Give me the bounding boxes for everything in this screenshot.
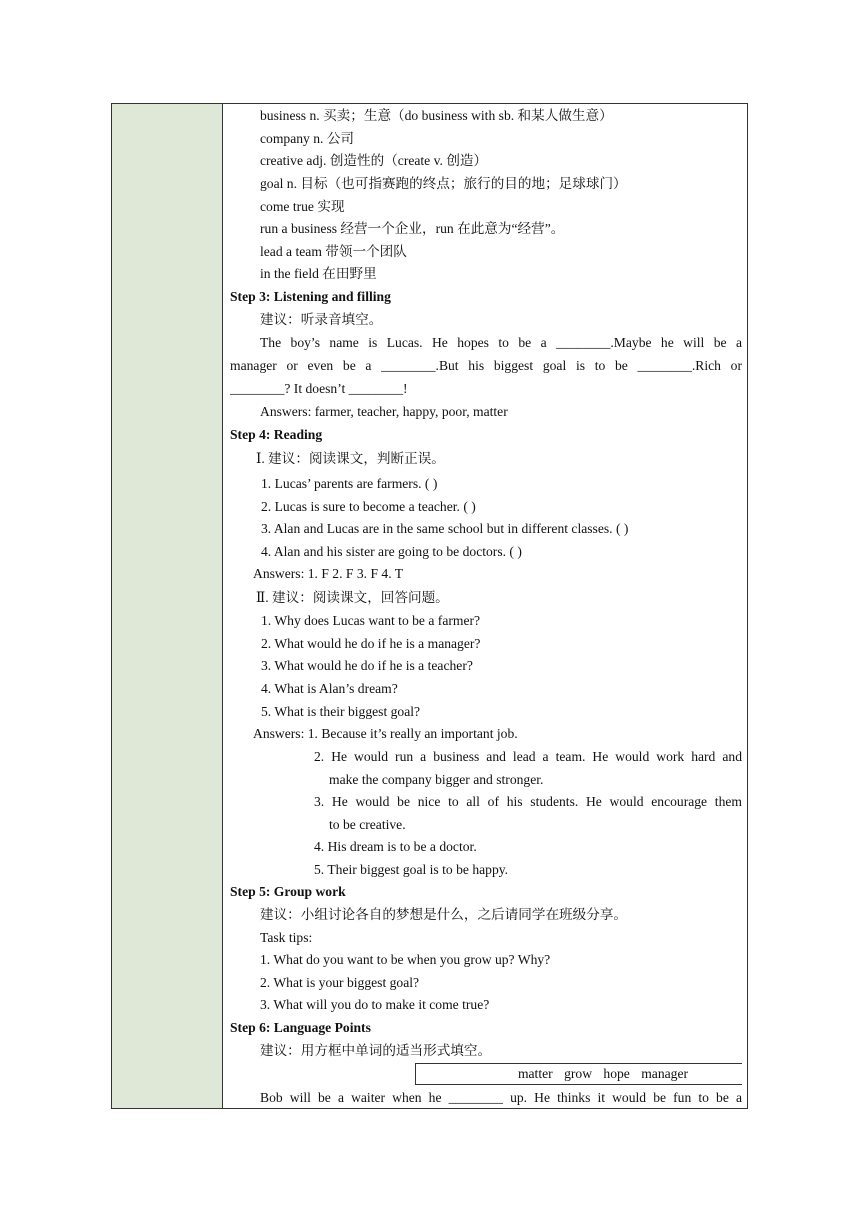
- answer-2-line-1: 2. He would run a business and lead a team. He would work hard and: [314, 749, 742, 764]
- step4-heading: Step 4: Reading: [230, 427, 323, 442]
- task-tip: 2. What is your biggest goal?: [260, 975, 420, 990]
- step3-para-line-3: ________? It doesn’t ________!: [230, 381, 408, 396]
- step4-part2-suggestion: Ⅱ. 建议：阅读课文，回答问题。: [256, 590, 449, 605]
- answer-3-line-2: to be creative.: [329, 817, 406, 832]
- lesson-table: [111, 103, 748, 1109]
- tf-item: 1. Lucas’ parents are farmers. ( ): [261, 476, 438, 491]
- task-tip: 3. What will you do to make it come true?: [260, 997, 490, 1012]
- step6-sentence: Bob will be a waiter when he ________ up. He thinks it would be fun to be a: [260, 1090, 742, 1105]
- word-box: matter grow hope manager: [415, 1063, 742, 1085]
- step6-heading: Step 6: Language Points: [230, 1020, 371, 1035]
- vocab-in-the-field: in the field 在田野里: [260, 266, 377, 281]
- vocab-creative: creative adj. 创造性的（create v. 创造）: [260, 153, 488, 168]
- vocab-goal: goal n. 目标（也可指赛跑的终点；旅行的目的地；足球球门）: [260, 176, 627, 191]
- table-content-cell: [230, 104, 742, 1108]
- tf-answers: Answers: 1. F 2. F 3. F 4. T: [253, 566, 404, 581]
- step6-suggestion: 建议：用方框中单词的适当形式填空。: [260, 1043, 492, 1058]
- task-tip: 1. What do you want to be when you grow up? Why?: [260, 952, 551, 967]
- answer-1: Answers: 1. Because it’s really an important job.: [253, 726, 518, 741]
- step3-para-line-2: manager or even be a ________.But his biggest goal is to be ________.Rich or: [230, 358, 742, 373]
- question-item: 1. Why does Lucas want to be a farmer?: [261, 613, 481, 628]
- question-item: 2. What would he do if he is a manager?: [261, 636, 481, 651]
- tf-item: 4. Alan and his sister are going to be doctors. ( ): [261, 544, 522, 559]
- step3-para-line-1: The boy’s name is Lucas. He hopes to be a ________.Maybe he will be a: [260, 335, 742, 350]
- question-item: 5. What is their biggest goal?: [261, 704, 421, 719]
- answer-4: 4. His dream is to be a doctor.: [314, 839, 477, 854]
- step4-part1-suggestion: Ⅰ. 建议：阅读课文，判断正误。: [256, 451, 445, 466]
- table-left-cell: [112, 104, 223, 1108]
- step3-heading: Step 3: Listening and filling: [230, 289, 391, 304]
- step3-answers: Answers: farmer, teacher, happy, poor, matter: [260, 404, 508, 419]
- step5-heading: Step 5: Group work: [230, 884, 346, 899]
- vocab-come-true: come true 实现: [260, 199, 345, 214]
- answer-3-line-1: 3. He would be nice to all of his students. He would encourage them: [314, 794, 742, 809]
- answer-5: 5. Their biggest goal is to be happy.: [314, 862, 509, 877]
- tf-item: 3. Alan and Lucas are in the same school but in different classes. ( ): [261, 521, 629, 536]
- vocab-run-a-business: run a business 经营一个企业，run 在此意为“经营”。: [260, 221, 565, 236]
- task-tips-label: Task tips:: [260, 930, 313, 945]
- question-item: 3. What would he do if he is a teacher?: [261, 658, 473, 673]
- vocab-lead-a-team: lead a team 带领一个团队: [260, 244, 407, 259]
- answer-2-line-2: make the company bigger and stronger.: [329, 772, 544, 787]
- step3-suggestion: 建议：听录音填空。: [260, 312, 383, 327]
- step5-suggestion: 建议：小组讨论各自的梦想是什么，之后请同学在班级分享。: [260, 907, 628, 922]
- vocab-business: business n. 买卖；生意（do business with sb. 和某人做生意）: [260, 108, 613, 123]
- vocab-company: company n. 公司: [260, 131, 355, 146]
- tf-item: 2. Lucas is sure to become a teacher. ( ): [261, 499, 476, 514]
- question-item: 4. What is Alan’s dream?: [261, 681, 398, 696]
